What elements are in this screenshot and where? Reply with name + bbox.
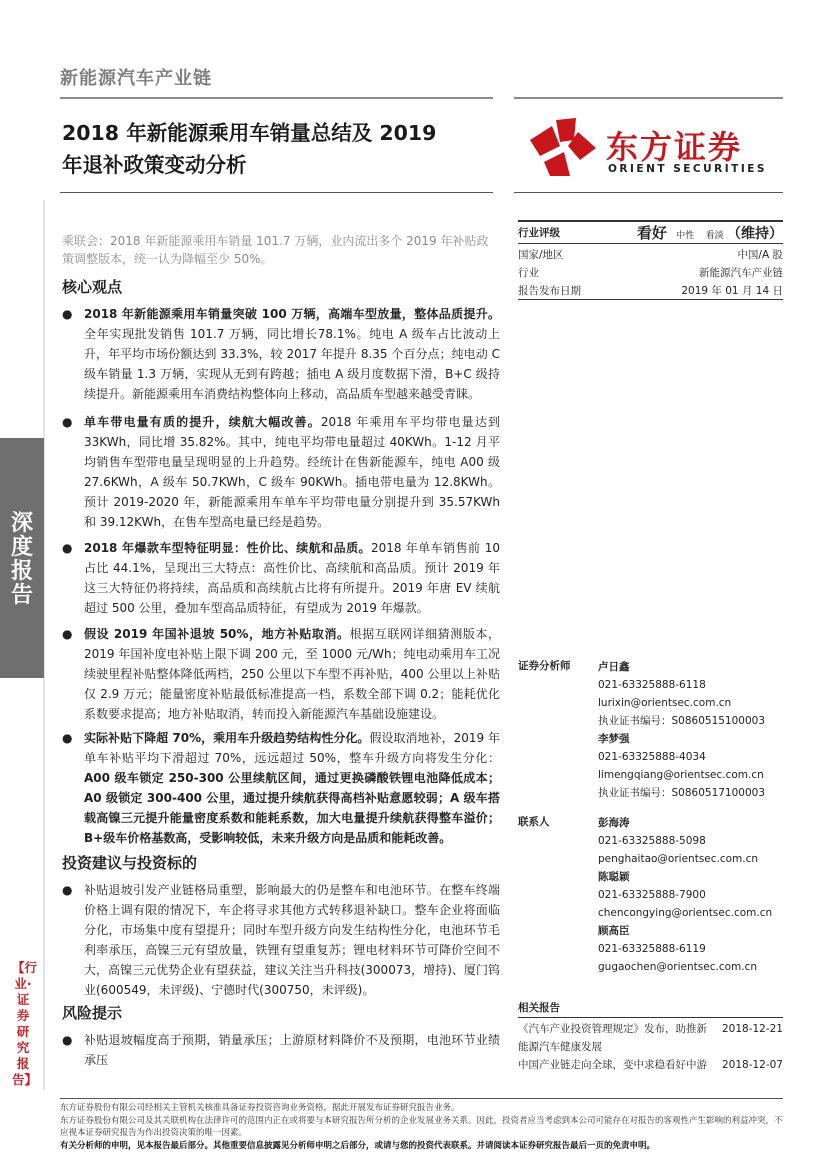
divider (60, 192, 493, 193)
rating-option: 中性 (676, 231, 695, 241)
email-link[interactable]: gugaochen@orientsec.com.cn (598, 961, 758, 973)
contact-name: 彭海涛 (598, 817, 630, 829)
list-item: ● 补贴退坡引发产业链格局重塑，影响最大的仍是整车和电池环节。在整车终端价格上调有限的情况下，车企将寻求其他方式转移退补缺口。整车企业将面临分化，市场集中度有望提升；同时车型升级方向发生结构性分化，电池环节毛利率承压，高镍三元有望放量，铁锂有望重复苏；锂电材料环节可降价空间不大，高镍三元优势企业有望获益，建议关注当升科技(300073，增持)、厦门钨业(600549，未评级)、宁德时代(300750，未评级)。 (62, 880, 500, 1000)
rating-value: 看好 (636, 224, 667, 242)
divider (514, 97, 783, 99)
analyst-name: 卢日鑫 (598, 661, 630, 673)
bullet-icon: ● (62, 415, 73, 429)
section-heading-invest: 投资建议与投资标的 (62, 854, 198, 872)
email-link[interactable]: lurixin@orientsec.com.cn (598, 697, 732, 709)
orient-logo-icon (530, 118, 598, 178)
rating-label: 行业评级 (518, 227, 560, 239)
analyst-label: 证券分析师 (518, 660, 571, 672)
table-row: 国家/地区 中国/A 股 (518, 249, 783, 261)
divider (514, 192, 783, 193)
list-item[interactable]: 中国产业链走向全球，变中求稳看好中游 2018-12-07 (518, 1059, 783, 1071)
report-title: 2018 年新能源乘用车销量总结及 2019 年退补政策变动分析 (62, 121, 437, 177)
rating-option: 看淡 (705, 231, 724, 241)
list-item[interactable]: 《汽车产业投资管理规定》发布，助推新能源汽车健康发展 2018-12-21 (518, 1023, 783, 1053)
report-category-label: 【行业·证券研究报告】 (12, 960, 38, 1087)
related-reports (518, 1000, 783, 1074)
sector-title: 新能源汽车产业链 (60, 68, 212, 89)
email-link[interactable]: limengqiang@orientsec.com.cn (598, 769, 764, 781)
rating-table (518, 220, 783, 300)
list-item: ● 单车带电量有质的提升，续航大幅改善。2018 年乘用车平均带电量达到 33KWh，同比增 35.82%。其中，纯电平均带电量超过 40KWh。1-12 月平均销售车型带电量呈现明显的上升趋势。经统计在售新能源车，纯电 A00 级 27.6KWh，A 级车 50.7KWh，C 级车 90KWh。插电带电量为 12.8KWh。预计 2019-2020 年，新能源乘用车单车平均带电量分别提升到 35.57KWh 和 39.12KWh，在售车型高电量已经是趋势。 (62, 412, 500, 532)
rating-row (518, 220, 783, 244)
related-heading: 相关报告 (518, 1000, 783, 1018)
section-heading-risk: 风险提示 (62, 1004, 123, 1022)
table-row: 报告发布日期 2019 年 01 月 14 日 (518, 282, 783, 300)
analyst-block: 证券分析师 卢日鑫 021-63325888-6118 lurixin@orientsec.com.cn 执业证书编号：S0860515100003 李梦强 021-63325888-4034 limengqiang@orientsec.com.cn 执业证书编号：S0860517100003 联系人 彭海涛 021-63325888-5098 penghaitao@orientsec.com.cn 陈聪颖 021-63325888-7900 chencongying@orientsec.com.cn 顾高臣 021-63325888-6119 gugaochen@orientsec.com.cn (518, 658, 783, 976)
table-row: 行业 新能源汽车产业链 (518, 267, 783, 279)
list-item: ● 2018 年新能源乘用车销量突破 100 万辆，高端车型放量，整体品质提升。全年实现批发销售 101.7 万辆，同比增长78.1%。纯电 A 级车占比波动上升，年平均市场份额达到 33.3%，较 2017 年提升 8.35 个百分点；纯电动 C 级车销量 1.3 万辆，实现从无到有跨越；插电 A 级月度数据下滑，B+C 级持续提升。新能源乘用车消费结构整体向上移动，高品质车型越来越受青睐。 (62, 304, 500, 404)
list-item: ● 2018 年爆款车型特征明显：性价比、续航和品质。2018 年单车销售前 10 占比 44.1%，呈现出三大特点：高性价比、高续航和高品质。预计 2019 年这三大特征仍将持续，高品质和高续航占比将有所提升。2019 年唐 EV 续航超过 500 公里，叠加车型高品质特征，有望成为 2019 年爆款。 (62, 538, 500, 618)
analyst-name: 李梦强 (598, 733, 630, 745)
abstract: 乘联会：2018 年新能源乘用车销量 101.7 万辆，业内流出多个 2019 年补贴政策调整版本，统一认为降幅至少 50%。 (62, 234, 489, 266)
logo-subtext: ORIENT SECURITIES (608, 163, 767, 175)
bullet-icon: ● (62, 731, 73, 745)
bullet-icon: ● (62, 883, 73, 897)
bullet-icon: ● (62, 307, 73, 321)
logo-text: 东方证券 (606, 128, 743, 166)
disclaimer: 东方证券股份有限公司经相关主管机关核准具备证券投资咨询业务资格，据此开展发布证券研究报告业务。 东方证券股份有限公司及其关联机构在法律许可的范围内正在或将要与本研究报告所分析的企业发展业务关系。因此，投资者应当考虑到本公司可能存在对报告的客观性产生影响的利益冲突，不应视本证券研究报告为作出投资决策的唯一因素。 有关分析师的申明，见本报告最后部分。其他重要信息披露见分析师申明之后部分，或请与您的投资代表联系。并请阅读本证券研究报告最后一页的免责申明。 (60, 1103, 783, 1151)
rating-status: （维持） (727, 226, 783, 242)
bullet-icon: ● (62, 627, 73, 641)
bullet-icon: ● (62, 1033, 73, 1047)
list-item: ● 实际补贴下降超 70%，乘用车升级趋势结构性分化。假设取消地补，2019 年单车补贴平均下滑超过 70%，远远超过 50%，整车升级方向将发生分化：A00 级车锁定 250-300 公里续航区间，通过更换磷酸铁锂电池降低成本；A0 级锁定 300-400 公里，通过提升续航获得高档补贴意愿较弱；A 级车搭载高镍三元提升能量密度系数和能耗系数，加大电量提升续航获得整车溢价；B+级车价格基数高，受影响较低，未来升级方向是品质和能耗改善。 (62, 728, 500, 848)
list-item: ● 假设 2019 年国补退坡 50%，地方补贴取消。根据互联网详细猜测版本，2019 年国补度电补贴上限下调 200 元，至 1000 元/Wh；纯电动乘用车工况续驶里程补贴整体降低两档，250 公里以下车型不再补贴，400 公里以上补贴仅 2.9 万元；能量密度补贴最低标准提高一档，系数全部下调 0.2；能耗优化系数要求提高；地方补贴取消，转而投入新能源汽车基础设施建设。 (62, 624, 500, 724)
contact-label: 联系人 (518, 816, 550, 828)
list-item: ● 补贴退坡幅度高于预期，销量承压；上游原材料降价不及预期，电池环节业绩承压 (62, 1030, 500, 1070)
bullet-icon: ● (62, 541, 73, 555)
email-link[interactable]: chencongying@orientsec.com.cn (598, 907, 773, 919)
contact-name: 顾高臣 (598, 925, 630, 937)
section-heading-core: 核心观点 (62, 278, 123, 296)
report-type-label: 深度报告 (10, 511, 33, 608)
divider (60, 97, 493, 99)
divider (60, 1098, 783, 1099)
email-link[interactable]: penghaitao@orientsec.com.cn (598, 853, 759, 865)
contact-name: 陈聪颖 (598, 871, 630, 883)
